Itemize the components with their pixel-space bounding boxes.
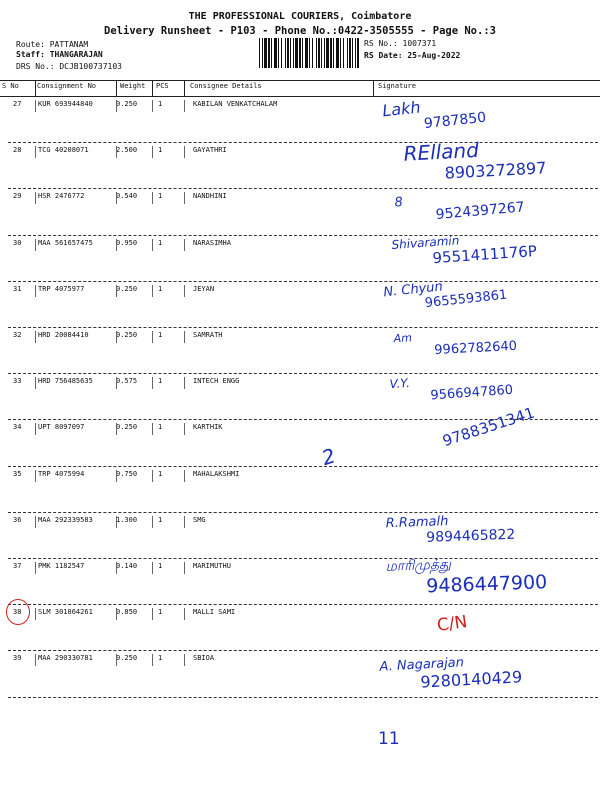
consignment-cell: UPT 8097097: [38, 423, 85, 432]
cell-divider: [152, 239, 153, 251]
row-separator: [8, 697, 598, 698]
barcode: [259, 38, 359, 68]
cell-divider: [116, 100, 117, 112]
barcode-bar: [302, 38, 303, 68]
barcode-bar: [293, 38, 294, 68]
weight-cell: 0.850: [116, 608, 138, 617]
consignee-cell: JEYAN: [193, 284, 215, 293]
cell-divider: [152, 331, 153, 343]
consignee-cell: KABILAN VENKATCHALAM: [193, 100, 278, 108]
signature-phone: 9524397267: [435, 199, 526, 224]
signature-name: 8: [393, 195, 404, 212]
cell-divider: [35, 285, 36, 297]
cell-divider: [152, 608, 153, 620]
cn-annotation: C/N: [435, 611, 469, 637]
barcode-bar: [281, 38, 282, 68]
signature-phone: 9894465822: [425, 526, 516, 546]
signature-name: 2: [318, 443, 339, 471]
signature-name: N. Chyun: [382, 279, 444, 301]
cell-divider: [35, 516, 36, 528]
signature-phone: 8903272897: [444, 158, 547, 183]
col-header-consignment: Consignment No: [37, 82, 97, 90]
consignee-cell: MALLI SAMI: [193, 608, 236, 617]
table-row: [0, 232, 600, 285]
pcs-cell: 1: [158, 331, 163, 339]
pcs-cell: 1: [158, 562, 163, 570]
barcode-bar: [352, 38, 353, 68]
consignee-cell: GAYATHRI: [193, 146, 227, 155]
signature-phone: 9486447900: [425, 571, 548, 598]
handwritten-signature: [381, 91, 486, 137]
cell-divider: [116, 146, 117, 158]
sno-cell: 36: [13, 515, 22, 524]
consignment-cell: SLM 301864261: [38, 608, 93, 617]
company-title: THE PROFESSIONAL COURIERS, Coimbatore: [188, 11, 412, 22]
barcode-bar: [285, 38, 286, 68]
drs-number: DRS No.: DCJB100737103: [16, 62, 122, 71]
handwritten-signature: [393, 326, 517, 360]
signature-phone: 9962782640: [433, 338, 518, 359]
weight-cell: 0.950: [116, 238, 138, 247]
col-header-consignee: Consignee Details: [190, 82, 262, 90]
consignee-cell: INTECH ENGG: [193, 377, 240, 386]
barcode-bar: [271, 38, 272, 68]
col-header-signature: Signature: [378, 82, 416, 90]
barcode-bar: [268, 38, 270, 68]
consignee-cell: SBIOA: [193, 654, 215, 663]
signature-phone: 9787850: [423, 109, 487, 133]
sno-cell: 38: [13, 608, 22, 617]
table-row: [0, 279, 600, 331]
consignee-cell: NANDHINI: [193, 192, 227, 201]
cell-divider: [35, 146, 36, 158]
sno-cell: 34: [13, 423, 22, 432]
pcs-cell: 1: [158, 100, 163, 108]
handwritten-page-mark: 11: [378, 729, 400, 749]
sno-cell: 32: [13, 331, 22, 339]
header-top-rule: [0, 80, 600, 81]
sno-cell: 28: [13, 146, 22, 155]
weight-cell: 0.140: [116, 562, 138, 570]
barcode-bar: [336, 38, 339, 68]
col-header-weight: Weight: [120, 82, 146, 90]
consignee-cell: MARIMUTHU: [193, 562, 231, 570]
barcode-bar: [355, 38, 356, 68]
table-row: [0, 608, 600, 654]
barcode-bar: [305, 38, 308, 68]
pcs-cell: 1: [158, 654, 163, 663]
route-label: Route: PATTANAM: [16, 40, 89, 49]
cell-divider: [152, 285, 153, 297]
header-bottom-rule: [0, 96, 600, 97]
consignee-cell: MAHALAKSHMI: [193, 469, 240, 478]
pcs-cell: 1: [158, 515, 163, 524]
weight-cell: 0.250: [116, 331, 138, 339]
signature-phone: 9655593861: [424, 287, 508, 311]
cell-divider: [116, 331, 117, 343]
rs-number: RS No.: 1007371: [364, 39, 437, 48]
table-row: [0, 556, 600, 608]
weight-cell: 0.250: [116, 654, 138, 663]
handwritten-signature: [379, 653, 522, 694]
barcode-bar: [287, 38, 289, 68]
cell-divider: [35, 423, 36, 435]
cell-divider: [152, 654, 153, 666]
barcode-bar: [318, 38, 320, 68]
sno-cell: 37: [13, 562, 22, 570]
consignment-cell: MAA 561657475: [38, 238, 93, 247]
row-separator: [8, 281, 598, 282]
signature-name: Shivaramin: [391, 232, 460, 252]
barcode-bar: [316, 38, 317, 68]
consignee-cell: SMG: [193, 515, 206, 524]
signature-name: A. Nagarajan: [379, 655, 465, 676]
signature-phone: 9551411176P: [431, 241, 538, 267]
cell-divider: [35, 377, 36, 389]
barcode-bar: [324, 38, 325, 68]
cell-divider: [116, 516, 117, 528]
weight-cell: 0.250: [116, 100, 138, 108]
sno-cell: 27: [13, 100, 22, 108]
barcode-bar: [274, 38, 277, 68]
consignee-cell: NARASIMHA: [193, 238, 231, 247]
red-circle-mark: [6, 599, 30, 625]
sno-cell: 35: [13, 469, 22, 478]
pcs-cell: 1: [158, 377, 163, 386]
table-row: [0, 654, 600, 700]
cell-divider: [152, 516, 153, 528]
cell-divider: [116, 562, 117, 574]
col-divider: [152, 81, 153, 97]
col-divider: [35, 81, 36, 97]
sno-cell: 29: [13, 192, 22, 201]
cell-divider: [35, 562, 36, 574]
cell-divider: [116, 239, 117, 251]
row-separator: [8, 604, 598, 605]
cell-divider: [35, 192, 36, 204]
signature-name: RElland: [402, 137, 480, 166]
weight-cell: 0.750: [116, 469, 138, 478]
col-header-pcs: PCS: [156, 82, 169, 90]
pcs-cell: 1: [158, 284, 163, 293]
barcode-bar: [333, 38, 334, 68]
consignment-cell: KUR 693944840: [38, 100, 93, 108]
cell-divider: [116, 423, 117, 435]
cell-divider: [116, 654, 117, 666]
consignee-cell: KARTHIK: [193, 423, 223, 432]
col-header-sno: S No: [2, 82, 19, 90]
cell-divider: [152, 146, 153, 158]
cell-divider: [116, 285, 117, 297]
consignment-cell: PMK 1182547: [38, 562, 85, 570]
barcode-bar: [347, 38, 348, 68]
sno-cell: 30: [13, 238, 22, 247]
col-divider: [184, 81, 185, 97]
barcode-bar: [259, 38, 260, 68]
signature-phone: 9788351341: [440, 403, 537, 451]
col-divider: [373, 81, 374, 97]
consignment-cell: MAA 292339583: [38, 515, 93, 524]
cell-divider: [184, 470, 185, 482]
cell-divider: [35, 608, 36, 620]
consignment-cell: HSR 2476772: [38, 192, 85, 201]
barcode-bar: [309, 38, 310, 68]
barcode-bar: [321, 38, 322, 68]
weight-cell: 2.500: [116, 146, 138, 155]
rs-date: RS Date: 25-Aug-2022: [364, 51, 461, 60]
weight-cell: 0.250: [116, 284, 138, 293]
consignee-cell: SAMRATH: [193, 331, 223, 339]
consignment-cell: MAA 290330781: [38, 654, 93, 663]
consignment-cell: HRD 20084410: [38, 331, 89, 339]
barcode-bar: [330, 38, 332, 68]
signature-name: R.Ramalh: [385, 513, 449, 532]
pcs-cell: 1: [158, 469, 163, 478]
row-separator: [8, 650, 598, 651]
cell-divider: [184, 608, 185, 620]
weight-cell: 0.250: [116, 423, 138, 432]
handwritten-signature: [385, 512, 515, 547]
cell-divider: [152, 100, 153, 112]
cell-divider: [35, 239, 36, 251]
pcs-cell: 1: [158, 192, 163, 201]
sno-cell: 39: [13, 654, 22, 663]
cell-divider: [116, 470, 117, 482]
consignment-cell: TRP 4075977: [38, 284, 85, 293]
barcode-bar: [264, 38, 267, 68]
pcs-cell: 1: [158, 146, 163, 155]
barcode-bar: [340, 38, 341, 68]
consignment-cell: TRP 4075994: [38, 469, 85, 478]
cell-divider: [116, 377, 117, 389]
signature-phone: 9280140429: [419, 667, 523, 692]
barcode-bar: [278, 38, 279, 68]
cell-divider: [184, 192, 185, 204]
barcode-bar: [312, 38, 313, 68]
weight-cell: 0.540: [116, 192, 138, 201]
barcode-bar: [299, 38, 301, 68]
table-row: [0, 403, 600, 471]
cell-divider: [184, 331, 185, 343]
barcode-bar: [295, 38, 298, 68]
cell-divider: [152, 192, 153, 204]
runsheet-subtitle: Delivery Runsheet - P103 - Phone No.:0422-3505555 - Page No.:3: [104, 25, 496, 37]
barcode-bar: [357, 38, 359, 68]
cell-divider: [184, 285, 185, 297]
signature-name: Lakh: [381, 97, 422, 121]
consignment-cell: TCG 40208071: [38, 146, 89, 155]
cell-divider: [152, 377, 153, 389]
table-row: [0, 470, 600, 516]
weight-cell: 1.300: [116, 515, 138, 524]
barcode-bar: [326, 38, 329, 68]
signature-name: V.Y.: [389, 376, 411, 392]
cell-divider: [184, 562, 185, 574]
signature-phone: 9566947860: [430, 382, 514, 404]
pcs-cell: 1: [158, 608, 163, 617]
cell-divider: [184, 239, 185, 251]
signature-name: Am: [393, 331, 413, 346]
row-separator: [8, 466, 598, 467]
handwritten-signature: [403, 135, 547, 185]
sno-cell: 31: [13, 284, 22, 293]
barcode-bar: [290, 38, 291, 68]
cell-divider: [35, 470, 36, 482]
cell-divider: [184, 423, 185, 435]
barcode-bar: [349, 38, 351, 68]
handwritten-signature: [385, 553, 547, 599]
staff-label: Staff: THANGARAJAN: [16, 50, 103, 59]
sno-cell: 33: [13, 377, 22, 386]
barcode-bar: [262, 38, 263, 68]
cell-divider: [184, 516, 185, 528]
pcs-cell: 1: [158, 423, 163, 432]
consignment-cell: HRD 756485635: [38, 377, 93, 386]
cell-divider: [152, 470, 153, 482]
cell-divider: [116, 192, 117, 204]
weight-cell: 0.575: [116, 377, 138, 386]
cell-divider: [152, 423, 153, 435]
cell-divider: [35, 331, 36, 343]
cell-divider: [184, 377, 185, 389]
cell-divider: [152, 562, 153, 574]
pcs-cell: 1: [158, 238, 163, 247]
cell-divider: [116, 608, 117, 620]
barcode-bar: [343, 38, 344, 68]
cell-divider: [184, 146, 185, 158]
cell-divider: [184, 654, 185, 666]
cell-divider: [35, 654, 36, 666]
cell-divider: [184, 100, 185, 112]
cell-divider: [35, 100, 36, 112]
signature-name: மாரிமுத்து: [385, 556, 452, 575]
col-divider: [116, 81, 117, 97]
